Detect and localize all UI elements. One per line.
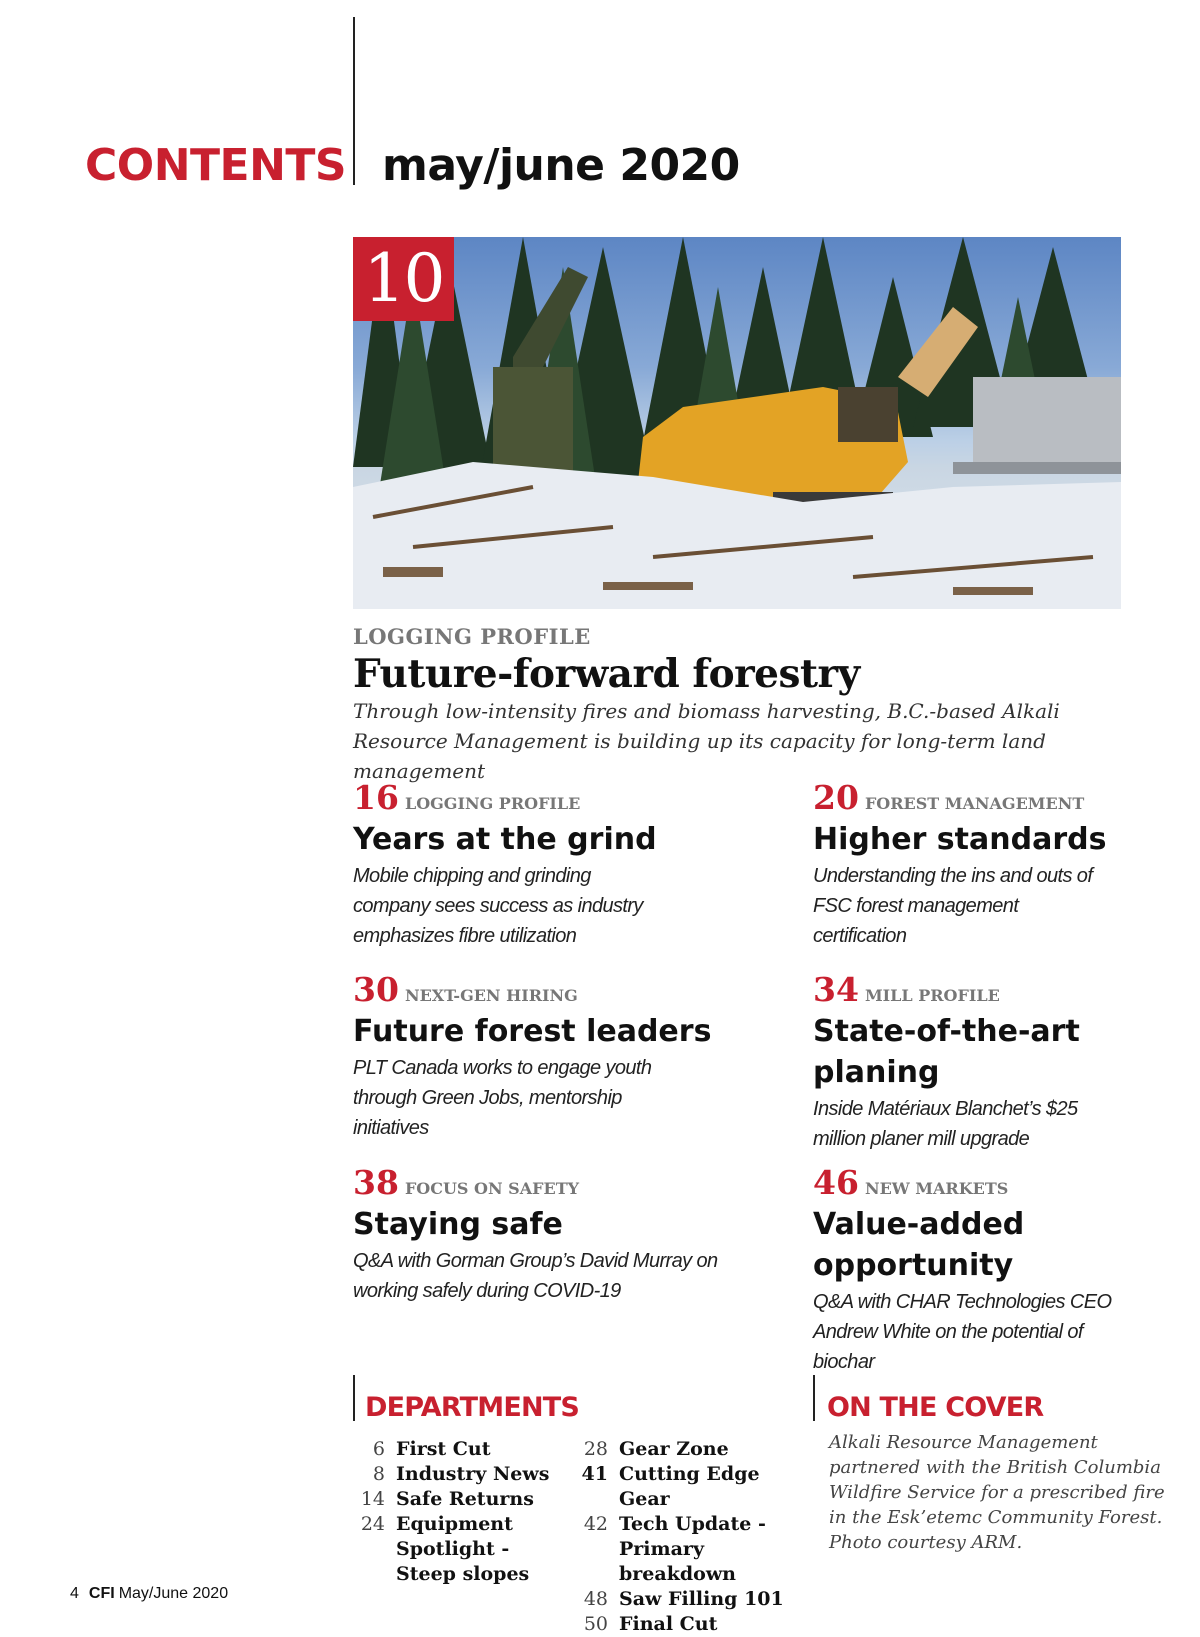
department-page: 14 <box>360 1488 385 1510</box>
feature-title[interactable]: Future-forward forestry <box>353 651 860 697</box>
story-kicker: NEXT-GEN HIRING <box>404 986 578 1005</box>
story-item[interactable] <box>813 778 1200 951</box>
story-kicker: NEW MARKETS <box>864 1179 1009 1198</box>
departments-heading: DEPARTMENTS <box>365 1392 580 1423</box>
page-folio <box>70 1585 228 1603</box>
story-description: Q&A with Gorman Group’s David Murray on working safely during COVID-19 <box>353 1250 718 1302</box>
feature-photo[interactable] <box>353 237 1121 609</box>
department-item[interactable] <box>353 1462 568 1487</box>
story-title: State-of-the-art planing <box>813 1014 1080 1090</box>
department-item[interactable] <box>353 1512 568 1587</box>
story-description: Q&A with CHAR Technologies CEO Andrew White on the potential of biochar <box>813 1291 1112 1373</box>
feature-kicker: LOGGING PROFILE <box>353 624 591 649</box>
cover-divider <box>813 1375 815 1421</box>
department-name: Cutting Edge Gear <box>619 1463 760 1510</box>
story-page-number: 20 <box>813 778 859 817</box>
forestry-machine-image <box>353 237 1121 609</box>
department-item[interactable] <box>353 1487 568 1512</box>
department-item[interactable] <box>576 1462 801 1512</box>
story-title: Years at the grind <box>353 822 657 857</box>
departments-list-right <box>576 1437 801 1637</box>
department-page: 24 <box>360 1513 385 1535</box>
story-title: Higher standards <box>813 822 1107 857</box>
department-page: 28 <box>583 1438 608 1460</box>
departments-divider <box>353 1375 355 1421</box>
story-kicker: FOCUS ON SAFETY <box>404 1179 580 1198</box>
department-page: 8 <box>372 1463 385 1485</box>
departments-list-left <box>353 1437 568 1587</box>
story-kicker: FOREST MANAGEMENT <box>864 794 1085 813</box>
story-item[interactable] <box>353 970 783 1143</box>
department-item[interactable] <box>576 1437 801 1462</box>
department-page: 48 <box>583 1588 608 1610</box>
department-page: 6 <box>372 1438 385 1460</box>
folio-magazine: CFI <box>88 1585 115 1602</box>
department-item[interactable] <box>353 1437 568 1462</box>
story-title: Value-added opportunity <box>813 1207 1025 1283</box>
story-kicker: MILL PROFILE <box>864 986 1000 1005</box>
department-item[interactable] <box>576 1612 801 1637</box>
contents-heading: CONTENTS <box>85 140 347 191</box>
story-title: Staying safe <box>353 1207 563 1242</box>
story-description: Mobile chipping and grinding company sees success as industry emphasizes fibre utilization <box>353 865 643 947</box>
story-page-number: 30 <box>353 970 399 1009</box>
header-divider <box>353 17 355 185</box>
department-name: First Cut <box>396 1438 491 1460</box>
story-item[interactable] <box>813 1163 1200 1377</box>
feature-page-badge: 10 <box>353 237 454 321</box>
department-name: Gear Zone <box>619 1438 729 1460</box>
story-page-number: 34 <box>813 970 859 1009</box>
department-name: Saw Filling 101 <box>619 1588 784 1610</box>
story-page-number: 46 <box>813 1163 859 1202</box>
story-kicker: LOGGING PROFILE <box>404 794 581 813</box>
story-description: Understanding the ins and outs of FSC forest management certification <box>813 865 1093 947</box>
story-item[interactable] <box>353 1163 783 1306</box>
department-item[interactable] <box>576 1587 801 1612</box>
feature-description: Through low-intensity fires and biomass harvesting, B.C.-based Alkali Resource Management is building up its capacity for long-term land management <box>353 699 1060 783</box>
story-page-number: 16 <box>353 778 399 817</box>
story-description: PLT Canada works to engage youth through Green Jobs, mentorship initiatives <box>353 1057 652 1139</box>
department-page: 41 <box>581 1463 608 1485</box>
department-name: Equipment Spotlight - Steep slopes <box>396 1513 530 1585</box>
story-description: Inside Matériaux Blanchet’s $25 million planer mill upgrade <box>813 1098 1078 1150</box>
story-item[interactable] <box>813 970 1200 1154</box>
department-page: 50 <box>583 1613 608 1635</box>
department-item[interactable] <box>576 1512 801 1587</box>
issue-date: may/june 2020 <box>382 140 740 191</box>
department-name: Final Cut <box>619 1613 718 1635</box>
cover-heading: ON THE COVER <box>827 1392 1044 1423</box>
folio-page-number: 4 <box>70 1585 79 1602</box>
folio-issue: May/June 2020 <box>118 1585 229 1602</box>
story-item[interactable] <box>353 778 783 951</box>
department-page: 42 <box>583 1513 608 1535</box>
department-name: Tech Update - Primary breakdown <box>619 1513 766 1585</box>
story-page-number: 38 <box>353 1163 399 1202</box>
cover-description: Alkali Resource Management partnered with the British Columbia Wildfire Service for a prescribed fire in the Esk’etemc Community Forest. Photo courtesy ARM. <box>829 1432 1165 1553</box>
department-name: Safe Returns <box>396 1488 534 1510</box>
department-name: Industry News <box>396 1463 550 1485</box>
story-title: Future forest leaders <box>353 1014 712 1049</box>
